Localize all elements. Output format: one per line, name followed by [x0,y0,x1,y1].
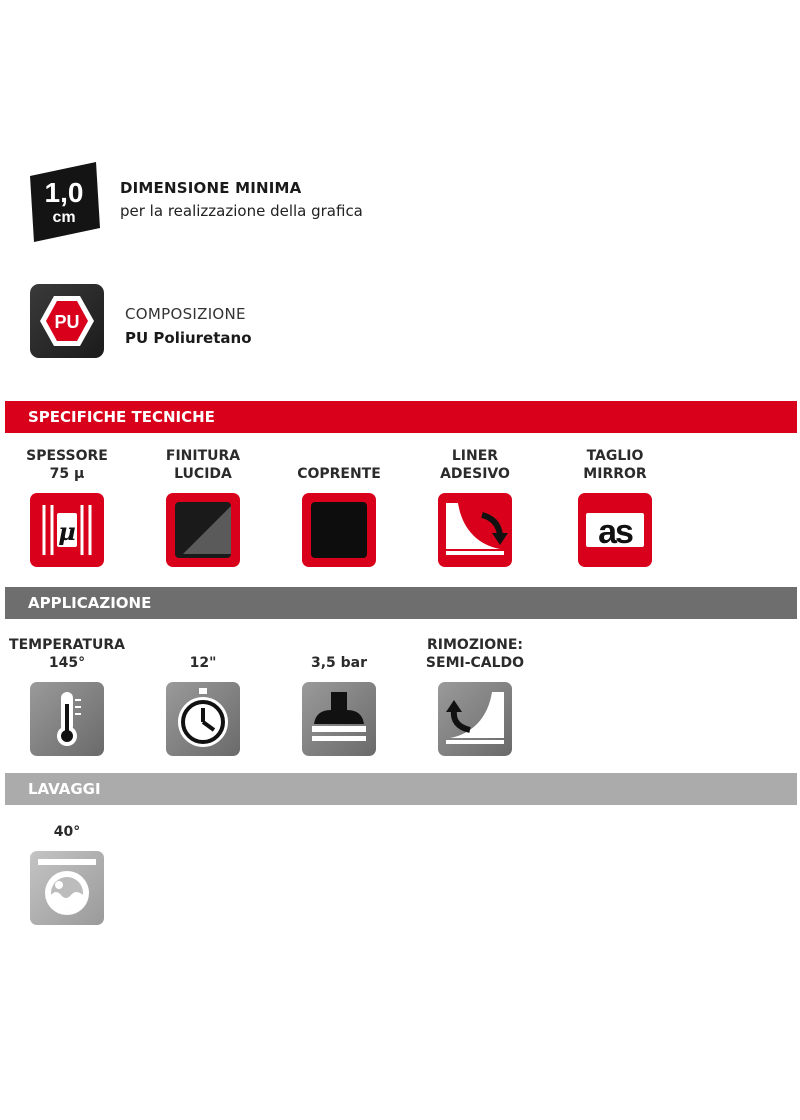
min-size-unit: cm [52,209,76,226]
spec-liner [415,447,535,567]
composition-title: COMPOSIZIONE [125,305,246,323]
timer-icon [166,682,240,756]
app-label-line2: 12" [189,655,217,671]
wash-label: 40° [53,824,81,840]
spec-label-line1: SPESSORE [26,448,108,464]
thickness-icon [30,493,104,567]
composition-subtitle: PU Poliuretano [125,329,252,347]
section-applicazione: APPLICAZIONE [5,587,797,619]
section-lavaggi: LAVAGGI [5,773,797,805]
spec-spessore [7,447,127,567]
spec-taglio [555,447,675,567]
mirror-cut-glyph: as [598,513,632,551]
app-label-line2: 145° [48,655,86,671]
spec-label-line1: LINER [451,448,499,464]
app-tempo [143,636,263,756]
composition-icon [30,284,104,358]
app-label-line1: TEMPERATURA [9,637,125,653]
min-size-icon [26,162,100,242]
press-icon [302,682,376,756]
app-pressione [279,636,399,756]
thermometer-icon [30,682,104,756]
min-size-title: DIMENSIONE MINIMA [120,179,302,197]
app-label-line2: SEMI-CALDO [425,655,525,671]
min-size-subtitle: per la realizzazione della grafica [120,202,363,220]
spec-label-line2: COPRENTE [297,466,381,482]
mirror-cut-icon [578,493,652,567]
glossy-finish-icon [166,493,240,567]
min-size-value: 1,0 [44,177,84,208]
spec-label-line2: 75 µ [49,466,85,482]
app-rimozione [415,636,535,756]
opaque-icon [302,493,376,567]
composition-badge-text: PU [54,312,80,332]
washing-machine-icon [30,851,104,925]
spec-finitura [143,447,263,567]
spec-label-line2: ADESIVO [440,466,510,482]
thickness-glyph: μ [58,517,76,546]
spec-label-line2: MIRROR [583,466,647,482]
spec-label-line1: FINITURA [165,448,241,464]
spec-label-line2: LUCIDA [174,466,232,482]
peel-icon [438,682,512,756]
app-label-line2: 3,5 bar [310,655,368,671]
app-label-line1: RIMOZIONE: [427,637,523,653]
spec-label-line1: TAGLIO [586,448,644,464]
adhesive-liner-icon [438,493,512,567]
section-specifiche-tecniche: SPECIFICHE TECNICHE [5,401,797,433]
spec-coprente [279,447,399,567]
app-temperatura [7,636,127,756]
wash-40 [7,823,127,925]
